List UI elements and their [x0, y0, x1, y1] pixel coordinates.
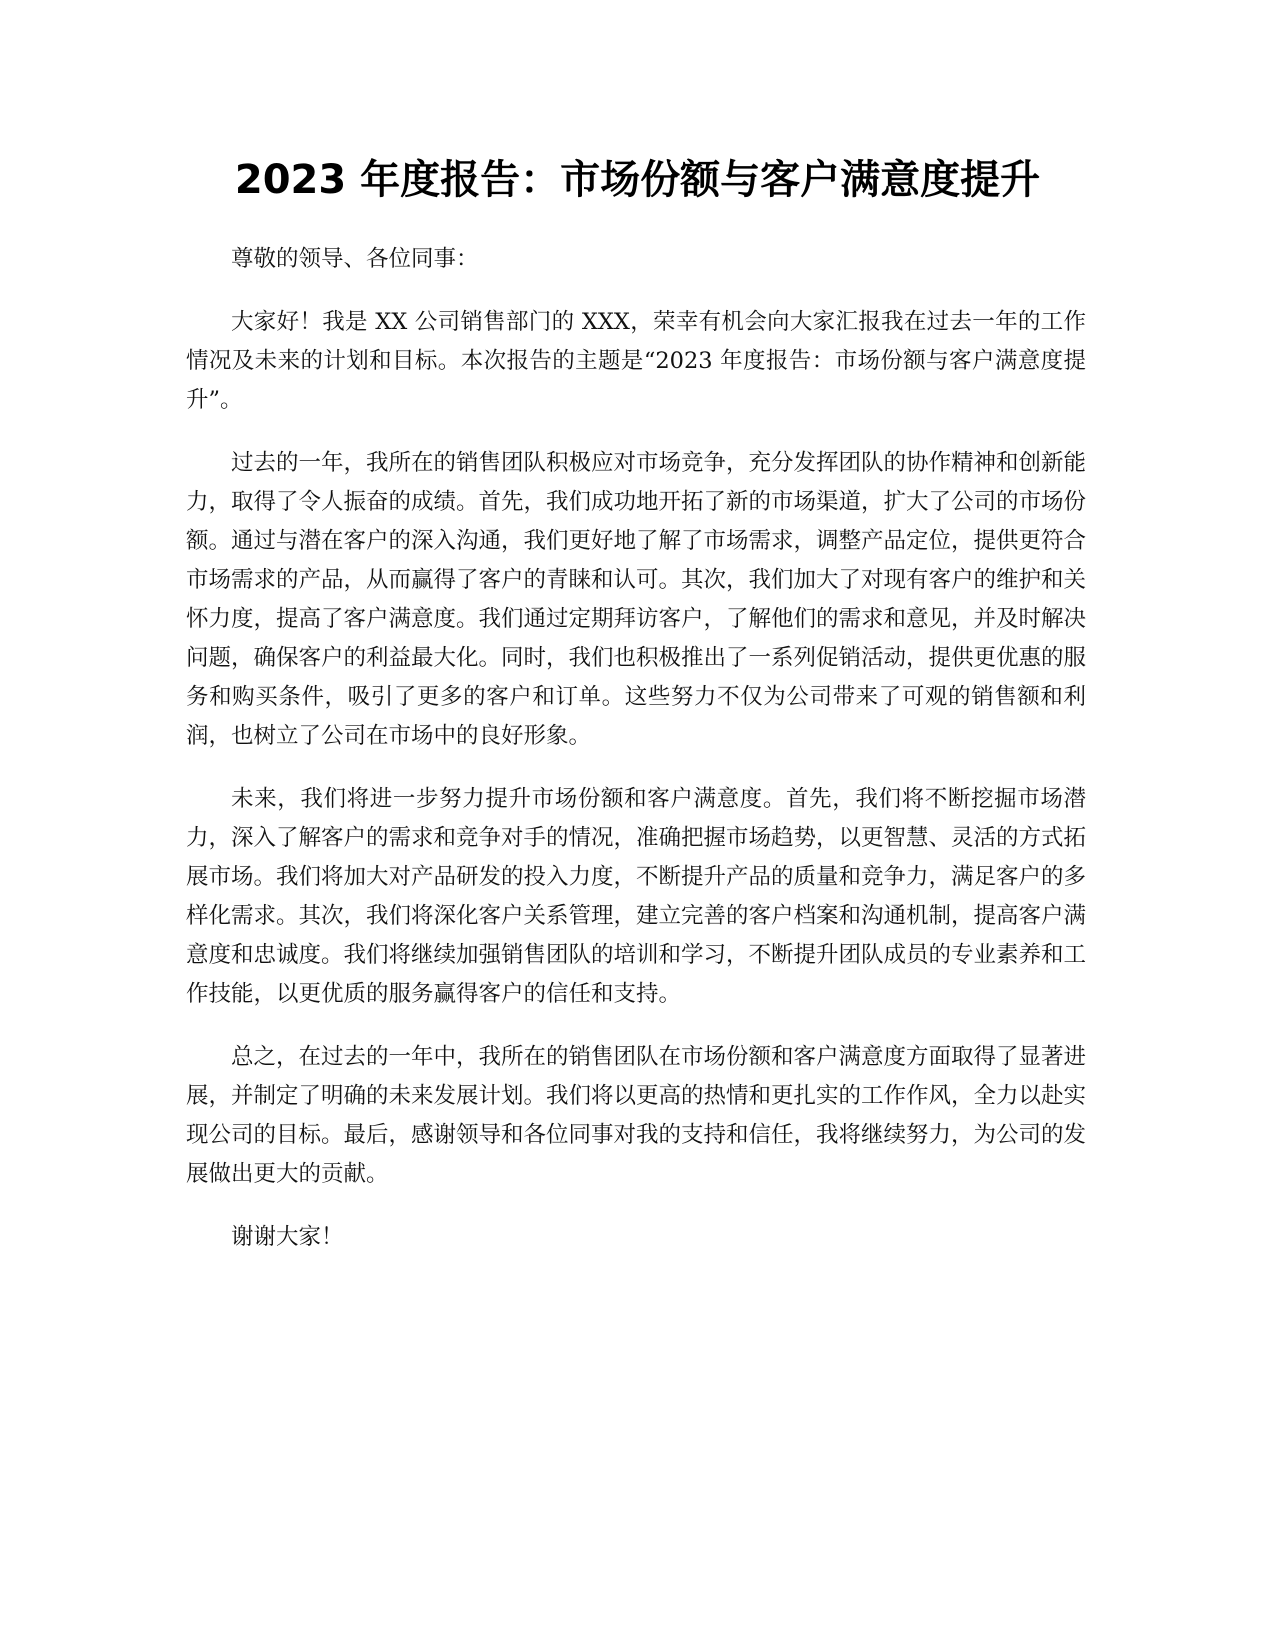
- closing-thanks: 谢谢大家！: [231, 1224, 344, 1250]
- paragraph-intro: 大家好！我是 XX 公司销售部门的 XXX，荣幸有机会向大家汇报我在过去一年的工作情况及未来的计划和目标。本次报告的主题是“2023 年度报告：市场份额与客户满意度提升”。: [186, 309, 1086, 413]
- document-title: 2023 年度报告：市场份额与客户满意度提升: [234, 157, 1041, 203]
- paragraph-future: 未来，我们将进一步努力提升市场份额和客户满意度。首先，我们将不断挖掘市场潜力，深入了解客户的需求和竞争对手的情况，准确把握市场趋势，以更智慧、灵活的方式拓展市场。我们将加大对产品研发的投入力度，不断提升产品的质量和竞争力，满足客户的多样化需求。其次，我们将深化客户关系管理，建立完善的客户档案和沟通机制，提高客户满意度和忠诚度。我们将继续加强销售团队的培训和学习，不断提升团队成员的专业素养和工作技能，以更优质的服务赢得客户的信任和支持。: [186, 786, 1087, 1007]
- salutation: 尊敬的领导、各位同事：: [231, 246, 479, 272]
- paragraph-past-year: 过去的一年，我所在的销售团队积极应对市场竞争，充分发挥团队的协作精神和创新能力，取得了令人振奋的成绩。首先，我们成功地开拓了新的市场渠道，扩大了公司的市场份额。通过与潜在客户的深入沟通，我们更好地了解了市场需求，调整产品定位，提供更符合市场需求的产品，从而赢得了客户的青睐和认可。其次，我们加大了对现有客户的维护和关怀力度，提高了客户满意度。我们通过定期拜访客户，了解他们的需求和意见，并及时解决问题，确保客户的利益最大化。同时，我们也积极推出了一系列促销活动，提供更优惠的服务和购买条件，吸引了更多的客户和订单。这些努力不仅为公司带来了可观的销售额和利润，也树立了公司在市场中的良好形象。: [186, 450, 1087, 749]
- paragraph-summary: 总之，在过去的一年中，我所在的销售团队在市场份额和客户满意度方面取得了显著进展，并制定了明确的未来发展计划。我们将以更高的热情和更扎实的工作作风，全力以赴实现公司的目标。最后，感谢领导和各位同事对我的支持和信任，我将继续努力，为公司的发展做出更大的贡献。: [186, 1044, 1087, 1187]
- document-body: [186, 240, 1086, 1281]
